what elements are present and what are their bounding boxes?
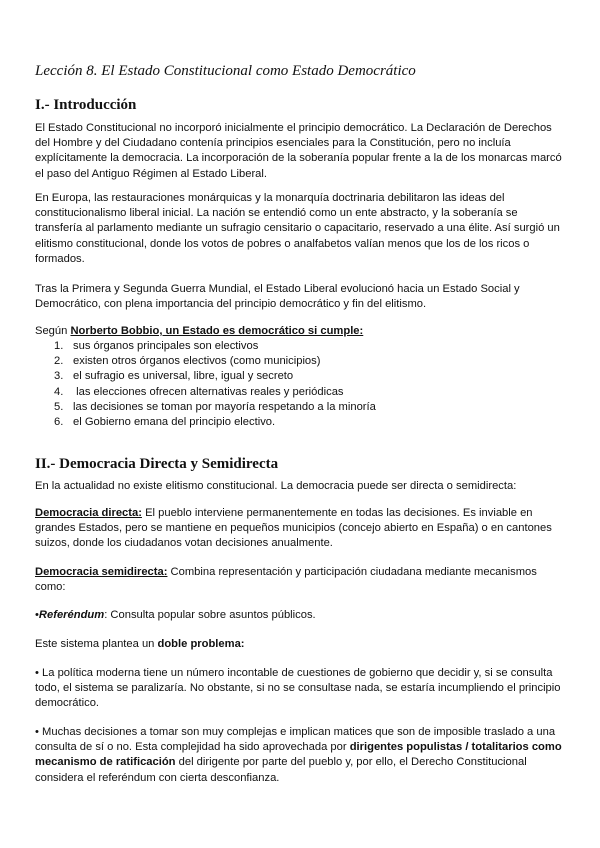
list-text: las elecciones ofrecen alternativas reales y periódicas <box>73 385 344 398</box>
paragraph-intro-1: El Estado Constitucional no incorporó inicialmente el principio democrático. La Declaración de Derechos del Hombre y del Ciudadano contenía principios esenciales para la Constitución, pero no incluía explícitamente la democracia. La incorporación de la soberanía popular frente a la de los monarcas marcó el paso del Antiguo Régimen al Estado Liberal. <box>35 122 562 180</box>
paragraph-democracia-directa <box>35 506 565 552</box>
problema-bold: doble problema: <box>157 638 245 650</box>
list-text: sus órganos principales son electivos <box>73 340 259 352</box>
referendum-text: : Consulta popular sobre asuntos públicos. <box>104 609 316 621</box>
list-text: existen otros órganos electivos (como municipios) <box>73 355 321 368</box>
list-number: 3. <box>54 370 64 383</box>
referendum-label: Referéndum <box>38 609 105 621</box>
bullet2-text-a: • Muchas decisiones a tomar son muy complejas e implican matices que son de imposible traslado a una consulta de sí o no. Esta complejidad ha sido aprovechada por <box>35 726 556 754</box>
list-item <box>35 354 565 369</box>
list-item <box>35 385 565 400</box>
list-item <box>35 369 565 384</box>
bullet-paragraph-2 <box>35 725 565 786</box>
bobbio-line <box>35 324 565 339</box>
section-heading-democracia: II.- Democracia Directa y Semidirecta <box>35 456 279 472</box>
bullet2-bold: dirigentes populistas / totalitarios como mecanismo de ratificación <box>35 741 562 769</box>
directa-label: Democracia directa: <box>35 507 142 519</box>
paragraph-intro-2: En Europa, las restauraciones monárquicas y la monarquía doctrinaria debilitaron las ideas del constitucionalismo liberal inicial. La nación se entendió como un ente abstracto, y la soberanía se transfería al parlamento mediante un sufragio censitario o capacitario, reservado a una élite. Así surgió un elitismo constitucional, donde los votos de pobres o analfabetos valían menos que los de los ricos o formados. <box>35 192 560 265</box>
bobbio-list <box>35 339 565 430</box>
paragraph-democracia-semidirecta <box>35 565 565 595</box>
bobbio-prefix: Según <box>35 325 71 337</box>
bullet: • <box>35 609 39 621</box>
page-title: Lección 8. El Estado Constitucional como Estado Democrático <box>35 63 416 79</box>
directa-text: El pueblo interviene permanentemente en todas las decisiones. Es inviable en grandes Estados, pero se mantiene en pequeños municipios (concejo abierto en España) o en cantones suizos, donde los ciudadanos votan decisiones anualmente. <box>35 507 552 550</box>
list-text: el sufragio es universal, libre, igual y secreto <box>73 370 294 383</box>
paragraph-democracia-intro: En la actualidad no existe elitismo constitucional. La democracia puede ser directa o semidirecta: <box>35 480 517 492</box>
list-number: 2. <box>54 355 64 368</box>
list-number: 6. <box>54 415 64 428</box>
semi-text: Combina representación y participación ciudadana mediante mecanismos como: <box>35 566 537 594</box>
paragraph-intro-3: Tras la Primera y Segunda Guerra Mundial, el Estado Liberal evolucionó hacia un Estado Social y Democrático, con plena importancia del principio democrático y fin del elitismo. <box>35 283 520 311</box>
list-number: 1. <box>54 340 64 352</box>
list-text: el Gobierno emana del principio electivo. <box>73 415 276 428</box>
list-item <box>35 400 565 415</box>
list-item <box>35 415 565 430</box>
bobbio-label: Norberto Bobbio, un Estado es democrático si cumple: <box>70 325 364 337</box>
problema-prefix: Este sistema plantea un <box>35 638 158 650</box>
list-number: 5. <box>54 400 64 413</box>
bullet-paragraph-1: • La política moderna tiene un número incontable de cuestiones de gobierno que decidir y, si se consulta todo, el sistema se paralizaría. No obstante, si no se consultase nada, se estaría incumpliendo el principio democrático. <box>35 667 561 710</box>
list-number: 4. <box>54 385 64 398</box>
section-heading-introduccion: I.- Introducción <box>35 97 137 113</box>
bullet2-text-c: del dirigente por parte del pueblo y, por ello, el Derecho Constitucional considera el referéndum con cierta desconfianza. <box>35 756 527 784</box>
list-item <box>35 339 565 354</box>
semi-label: Democracia semidirecta: <box>35 566 168 578</box>
referendum-item <box>35 608 565 623</box>
paragraph-problema <box>35 637 565 652</box>
list-text: las decisiones se toman por mayoría respetando a la minoría <box>73 400 376 413</box>
